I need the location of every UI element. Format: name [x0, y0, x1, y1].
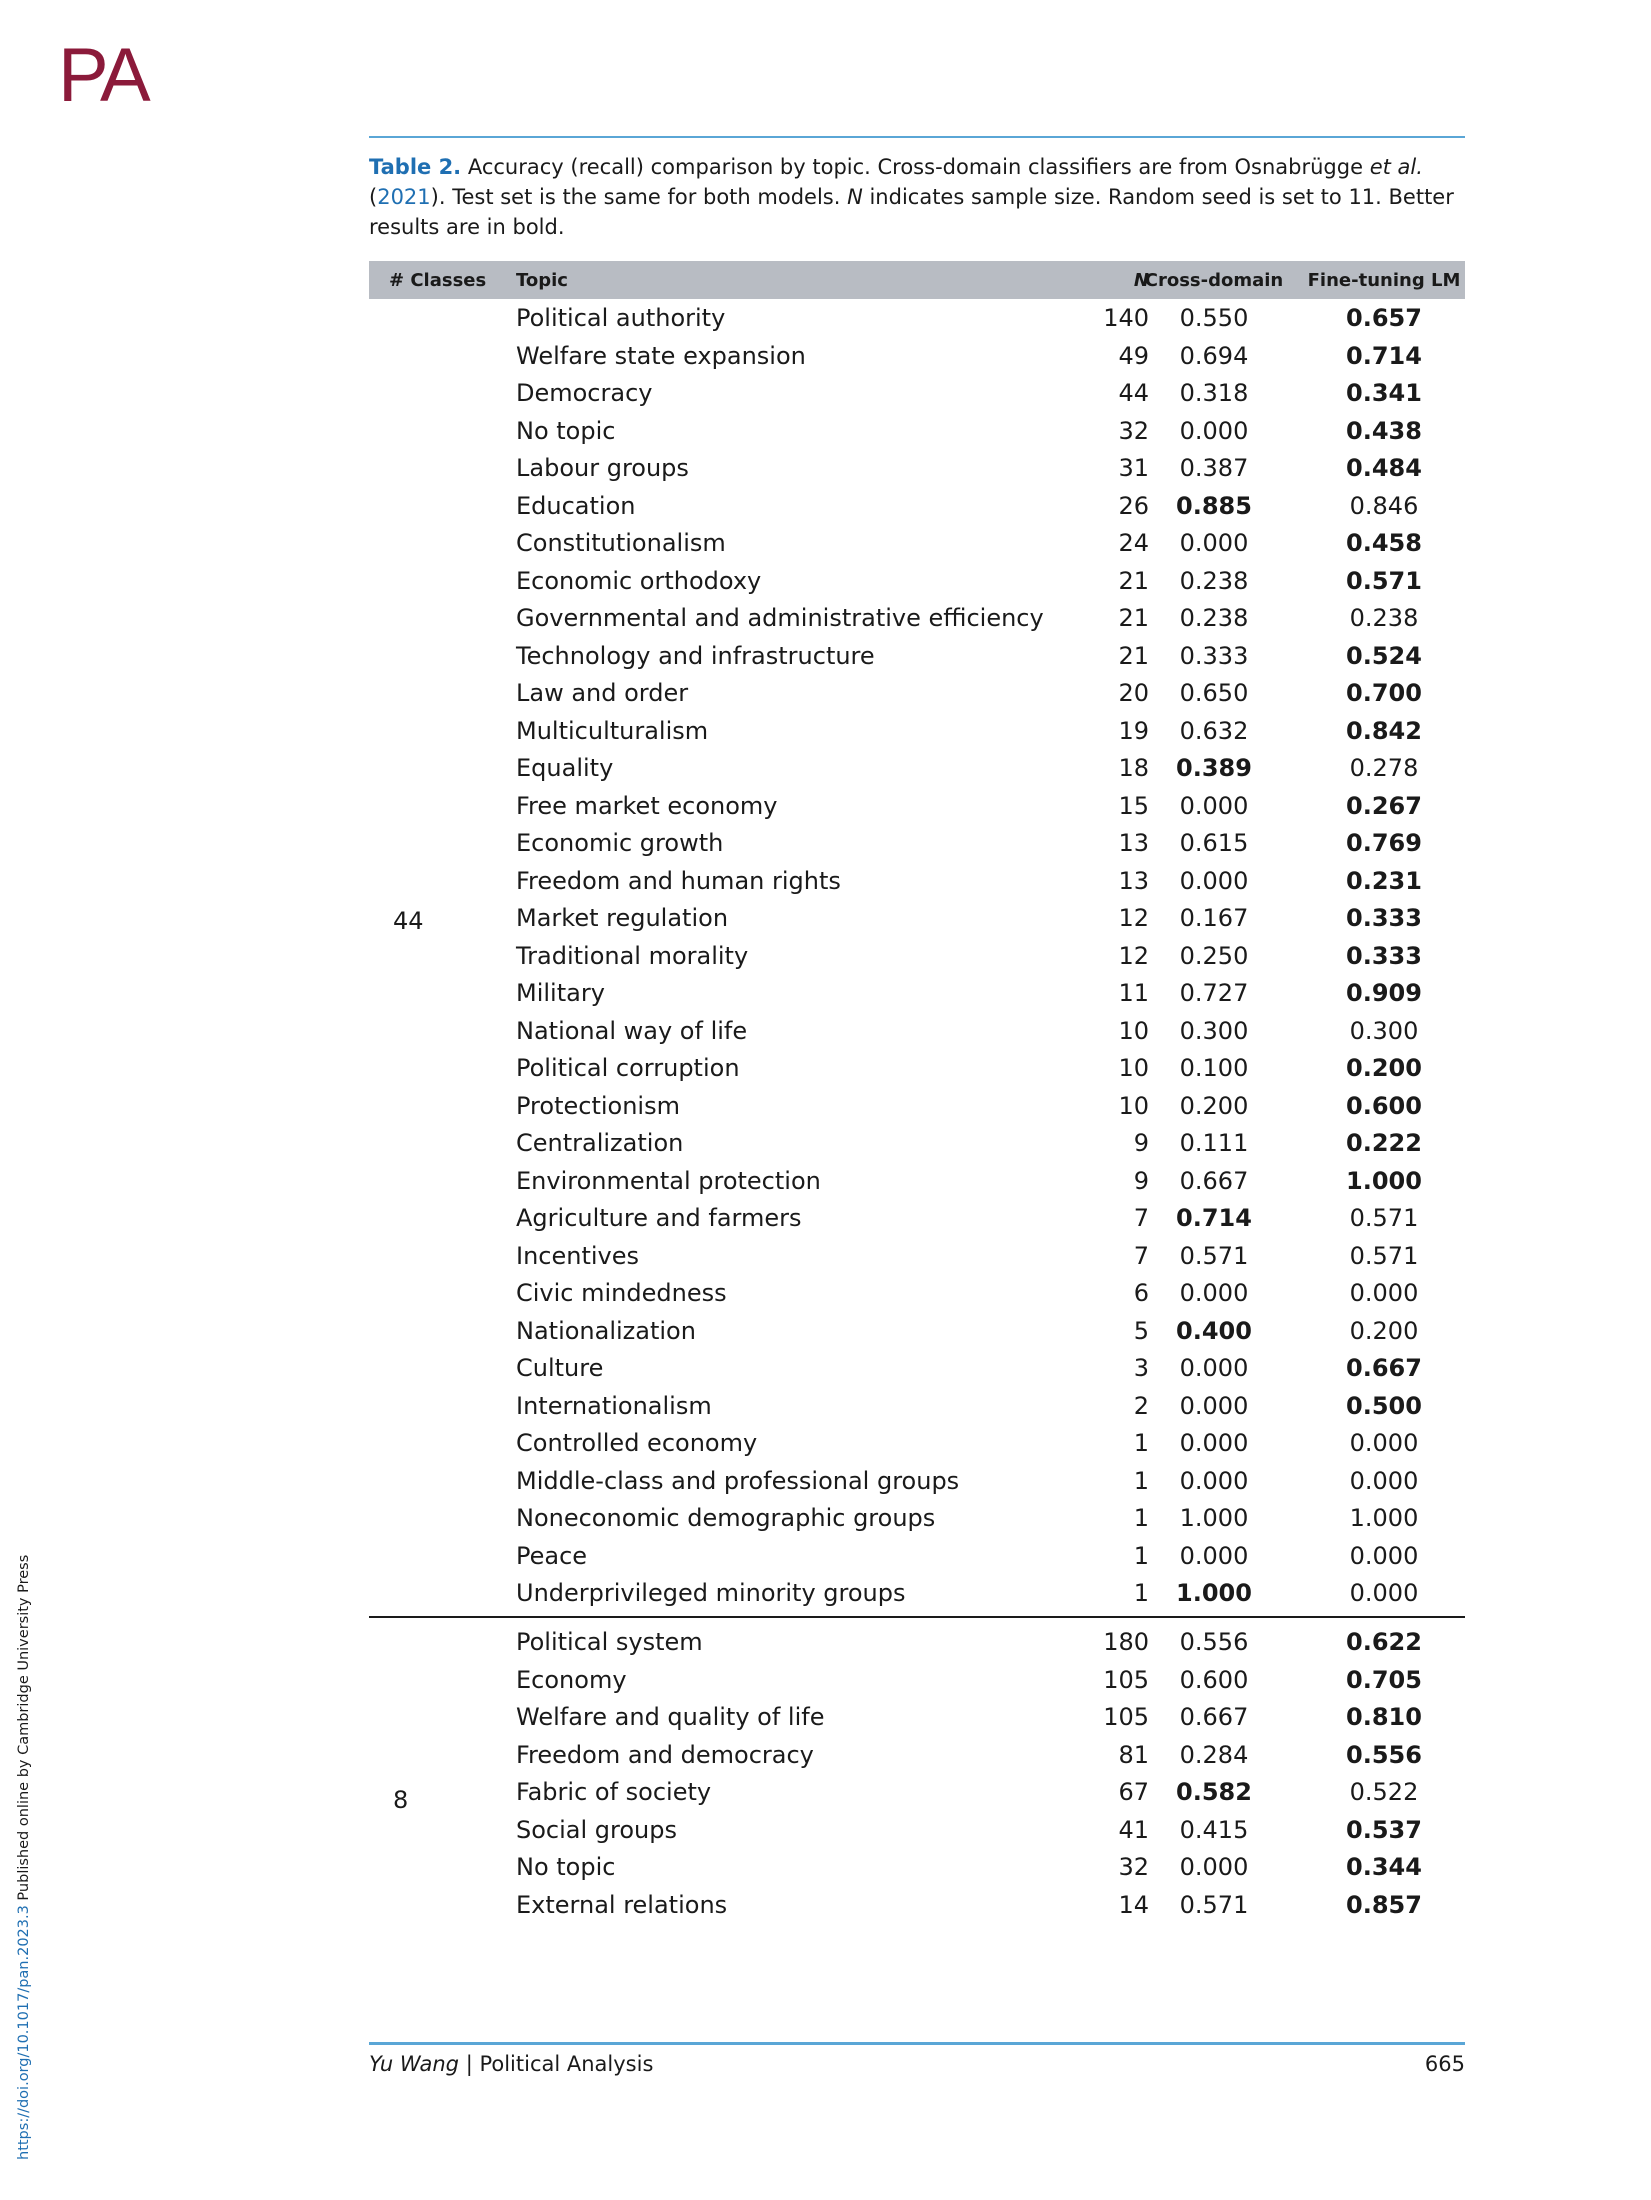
table-row: [369, 1089, 1465, 1126]
cross-domain-cell: 0.318: [1179, 379, 1249, 407]
topic-cell: Democracy: [516, 379, 653, 407]
topic-cell: External relations: [516, 1890, 728, 1919]
cross-domain-cell: 0.000: [1179, 1541, 1249, 1570]
n-cell: 12: [1118, 904, 1149, 932]
cross-domain-cell: 0.727: [1179, 979, 1249, 1007]
n-cell: 21: [1118, 604, 1149, 632]
table-row: [369, 1389, 1465, 1426]
fine-tuning-cell: 0.484: [1346, 454, 1422, 482]
table-row: [369, 714, 1465, 751]
fine-tuning-cell: 0.705: [1346, 1665, 1422, 1694]
cross-domain-cell: 0.000: [1179, 1354, 1249, 1382]
n-cell: 41: [1118, 1815, 1149, 1844]
caption-text: Accuracy (recall) comparison by topic. Cross-domain classifiers are from Osnabrügge: [461, 155, 1370, 179]
topic-cell: Social groups: [516, 1815, 677, 1844]
fine-tuning-cell: 0.909: [1346, 979, 1422, 1007]
fine-tuning-cell: 0.231: [1346, 866, 1422, 895]
n-cell: 180: [1103, 1628, 1149, 1656]
fine-tuning-cell: 0.537: [1346, 1815, 1422, 1844]
n-cell: 10: [1118, 1016, 1149, 1045]
topic-cell: Political corruption: [516, 1054, 740, 1082]
topic-cell: Agriculture and farmers: [516, 1204, 802, 1232]
n-cell: 7: [1133, 1204, 1149, 1232]
fine-tuning-cell: 0.667: [1346, 1354, 1422, 1382]
fine-tuning-cell: 0.458: [1346, 529, 1422, 557]
n-cell: 12: [1118, 941, 1149, 970]
n-cell: 105: [1103, 1703, 1149, 1731]
footer-journal: Political Analysis: [479, 2052, 654, 2076]
fine-tuning-cell: 0.438: [1346, 416, 1422, 445]
table-row: [369, 489, 1465, 526]
n-cell: 14: [1118, 1890, 1149, 1919]
topic-cell: Fabric of society: [516, 1778, 712, 1806]
caption-text: (: [369, 185, 378, 209]
topic-cell: Protectionism: [516, 1091, 680, 1120]
cross-domain-cell: 0.167: [1179, 904, 1249, 932]
fine-tuning-cell: 0.000: [1349, 1429, 1419, 1457]
topic-cell: No topic: [516, 416, 616, 445]
header-fine-tuning: Fine-tuning LM: [1307, 270, 1461, 291]
cross-domain-cell: 0.415: [1179, 1815, 1249, 1844]
caption-etal: et al.: [1369, 155, 1423, 179]
table-row: [369, 826, 1465, 863]
topic-cell: Education: [516, 491, 636, 520]
table-row: [369, 639, 1465, 676]
n-cell: 81: [1118, 1740, 1149, 1769]
topic-cell: Constitutionalism: [516, 529, 726, 557]
fine-tuning-cell: 0.524: [1346, 641, 1422, 670]
fine-tuning-cell: 0.556: [1346, 1740, 1422, 1769]
doi-side-note: [16, 1460, 32, 2160]
topic-cell: Incentives: [516, 1241, 640, 1270]
table-row: [369, 1625, 1465, 1662]
topic-cell: Environmental protection: [516, 1166, 821, 1195]
group-label-8: 8: [393, 1786, 409, 1814]
fine-tuning-cell: 0.333: [1346, 904, 1422, 932]
fine-tuning-cell: 0.714: [1346, 341, 1422, 370]
table-row: [369, 1014, 1465, 1051]
cross-domain-cell: 0.550: [1179, 304, 1249, 332]
n-cell: 24: [1118, 529, 1149, 557]
cross-domain-cell: 0.650: [1179, 679, 1249, 707]
table-row: [369, 864, 1465, 901]
n-cell: 49: [1118, 341, 1149, 370]
fine-tuning-cell: 0.238: [1349, 604, 1419, 632]
top-rule: [369, 136, 1465, 138]
topic-cell: National way of life: [516, 1016, 748, 1045]
topic-cell: Technology and infrastructure: [516, 641, 875, 670]
fine-tuning-cell: 0.810: [1346, 1703, 1422, 1731]
table-row: [369, 1888, 1465, 1925]
page-number: 665: [1424, 2052, 1465, 2076]
fine-tuning-cell: 0.622: [1346, 1628, 1422, 1656]
cross-domain-cell: 1.000: [1176, 1579, 1252, 1607]
table-row: [369, 301, 1465, 338]
n-cell: 32: [1118, 416, 1149, 445]
fine-tuning-cell: 0.571: [1346, 566, 1422, 595]
table-row: [369, 526, 1465, 563]
cross-domain-cell: 0.582: [1176, 1778, 1252, 1806]
caption-text: ). Test set is the same for both models.: [430, 185, 848, 209]
topic-cell: Centralization: [516, 1129, 684, 1157]
cross-domain-cell: 0.284: [1179, 1740, 1249, 1769]
table-row: [369, 1351, 1465, 1388]
citation-link[interactable]: 2021: [377, 185, 431, 209]
topic-cell: Political authority: [516, 304, 726, 332]
topic-cell: Free market economy: [516, 791, 778, 820]
cross-domain-cell: 0.200: [1179, 1091, 1249, 1120]
table-row: [369, 1501, 1465, 1538]
fine-tuning-cell: 0.571: [1349, 1204, 1419, 1232]
n-cell: 31: [1118, 454, 1149, 482]
fine-tuning-cell: 0.000: [1349, 1579, 1419, 1607]
n-cell: 44: [1118, 379, 1149, 407]
doi-link[interactable]: https://doi.org/10.1017/pan.2023.3: [16, 1905, 32, 2160]
table-row: [369, 451, 1465, 488]
topic-cell: Multiculturalism: [516, 716, 709, 745]
topic-cell: Civic mindedness: [516, 1279, 727, 1307]
cross-domain-cell: 0.389: [1176, 754, 1252, 782]
fine-tuning-cell: 1.000: [1346, 1166, 1422, 1195]
n-cell: 1: [1133, 1579, 1149, 1607]
table-row: [369, 1164, 1465, 1201]
table-row: [369, 1576, 1465, 1613]
n-cell: 7: [1133, 1241, 1149, 1270]
header-topic: Topic: [516, 270, 568, 291]
footer-separator: |: [459, 2052, 480, 2076]
n-cell: 21: [1118, 566, 1149, 595]
n-cell: 6: [1133, 1279, 1149, 1307]
table-row: [369, 676, 1465, 713]
topic-cell: Freedom and human rights: [516, 866, 841, 895]
cross-domain-cell: 0.000: [1179, 1466, 1249, 1495]
topic-cell: Freedom and democracy: [516, 1740, 814, 1769]
topic-cell: Internationalism: [516, 1391, 712, 1420]
cross-domain-cell: 0.000: [1179, 791, 1249, 820]
journal-logo: PA: [58, 33, 148, 118]
n-cell: 26: [1118, 491, 1149, 520]
table-row: [369, 1775, 1465, 1812]
fine-tuning-cell: 0.000: [1349, 1279, 1419, 1307]
table-row: [369, 751, 1465, 788]
n-cell: 21: [1118, 641, 1149, 670]
table-header: [369, 261, 1465, 299]
fine-tuning-cell: 0.522: [1349, 1778, 1419, 1806]
fine-tuning-cell: 0.769: [1346, 829, 1422, 857]
cross-domain-cell: 0.100: [1179, 1054, 1249, 1082]
group-label-44: 44: [393, 907, 424, 935]
footer-rule: [369, 2042, 1465, 2045]
cross-domain-cell: 0.000: [1179, 866, 1249, 895]
table-row: [369, 339, 1465, 376]
cross-domain-cell: 0.556: [1179, 1628, 1249, 1656]
cross-domain-cell: 0.000: [1179, 1279, 1249, 1307]
cross-domain-cell: 0.238: [1179, 566, 1249, 595]
table-row: [369, 1700, 1465, 1737]
cross-domain-cell: 0.000: [1179, 416, 1249, 445]
fine-tuning-cell: 0.222: [1346, 1129, 1422, 1157]
n-cell: 9: [1133, 1129, 1149, 1157]
topic-cell: Law and order: [516, 679, 689, 707]
n-cell: 2: [1133, 1391, 1149, 1420]
table-row: [369, 901, 1465, 938]
table-row: [369, 1051, 1465, 1088]
fine-tuning-cell: 0.000: [1349, 1466, 1419, 1495]
n-cell: 1: [1133, 1504, 1149, 1532]
topic-cell: Nationalization: [516, 1316, 696, 1345]
fine-tuning-cell: 0.200: [1346, 1054, 1422, 1082]
cross-domain-cell: 0.238: [1179, 604, 1249, 632]
header-n: N: [1133, 270, 1149, 291]
fine-tuning-cell: 0.333: [1346, 941, 1422, 970]
cross-domain-cell: 0.111: [1179, 1129, 1249, 1157]
group-divider: [369, 1616, 1465, 1618]
topic-cell: Underprivileged minority groups: [516, 1579, 906, 1607]
topic-cell: Traditional morality: [516, 941, 749, 970]
table-row: [369, 976, 1465, 1013]
table-row: [369, 1850, 1465, 1887]
topic-cell: Controlled economy: [516, 1429, 758, 1457]
table-row: [369, 1426, 1465, 1463]
table-label: Table 2.: [369, 155, 462, 179]
n-cell: 67: [1118, 1778, 1149, 1806]
n-cell: 32: [1118, 1853, 1149, 1881]
cross-domain-cell: 0.667: [1179, 1166, 1249, 1195]
topic-cell: Economic orthodoxy: [516, 566, 762, 595]
cross-domain-cell: 0.667: [1179, 1703, 1249, 1731]
cross-domain-cell: 1.000: [1179, 1504, 1249, 1532]
header-classes: # Classes: [389, 270, 487, 291]
topic-cell: Economy: [516, 1665, 627, 1694]
table-row: [369, 601, 1465, 638]
n-cell: 15: [1118, 791, 1149, 820]
topic-cell: Military: [516, 979, 605, 1007]
topic-cell: Economic growth: [516, 829, 724, 857]
fine-tuning-cell: 0.200: [1349, 1316, 1419, 1345]
n-cell: 13: [1118, 866, 1149, 895]
topic-cell: Culture: [516, 1354, 604, 1382]
table-row: [369, 564, 1465, 601]
cross-domain-cell: 0.333: [1179, 641, 1249, 670]
topic-cell: Welfare state expansion: [516, 341, 806, 370]
page-footer: [369, 2052, 1465, 2076]
fine-tuning-cell: 0.341: [1346, 379, 1422, 407]
cross-domain-cell: 0.000: [1179, 1391, 1249, 1420]
table-row: [369, 1813, 1465, 1850]
n-cell: 13: [1118, 829, 1149, 857]
fine-tuning-cell: 0.278: [1349, 754, 1419, 782]
table-row: [369, 1314, 1465, 1351]
n-cell: 140: [1103, 304, 1149, 332]
cross-domain-cell: 0.885: [1176, 491, 1252, 520]
n-cell: 18: [1118, 754, 1149, 782]
table-row: [369, 1201, 1465, 1238]
table-row: [369, 414, 1465, 451]
table-row: [369, 1239, 1465, 1276]
n-cell: 11: [1118, 979, 1149, 1007]
topic-cell: No topic: [516, 1853, 616, 1881]
fine-tuning-cell: 0.600: [1346, 1091, 1422, 1120]
fine-tuning-cell: 0.267: [1346, 791, 1422, 820]
topic-cell: Welfare and quality of life: [516, 1703, 825, 1731]
table-row: [369, 376, 1465, 413]
cross-domain-cell: 0.694: [1179, 341, 1249, 370]
fine-tuning-cell: 0.657: [1346, 304, 1422, 332]
n-cell: 10: [1118, 1091, 1149, 1120]
table-row: [369, 1663, 1465, 1700]
topic-cell: Political system: [516, 1628, 703, 1656]
fine-tuning-cell: 0.300: [1349, 1016, 1419, 1045]
n-cell: 19: [1118, 716, 1149, 745]
cross-domain-cell: 0.615: [1179, 829, 1249, 857]
cross-domain-cell: 0.000: [1179, 1853, 1249, 1881]
cross-domain-cell: 0.000: [1179, 1429, 1249, 1457]
cross-domain-cell: 0.571: [1179, 1890, 1249, 1919]
table-row: [369, 1126, 1465, 1163]
caption-n: N: [847, 185, 863, 209]
fine-tuning-cell: 0.842: [1346, 716, 1422, 745]
fine-tuning-cell: 0.500: [1346, 1391, 1422, 1420]
footer-author: Yu Wang: [369, 2052, 460, 2076]
n-cell: 10: [1118, 1054, 1149, 1082]
cross-domain-cell: 0.714: [1176, 1204, 1252, 1232]
n-cell: 9: [1133, 1166, 1149, 1195]
fine-tuning-cell: 0.571: [1349, 1241, 1419, 1270]
cross-domain-cell: 0.250: [1179, 941, 1249, 970]
n-cell: 3: [1133, 1354, 1149, 1382]
cross-domain-cell: 0.571: [1179, 1241, 1249, 1270]
cross-domain-cell: 0.400: [1176, 1316, 1252, 1345]
fine-tuning-cell: 0.344: [1346, 1853, 1422, 1881]
table-row: [369, 1539, 1465, 1576]
topic-cell: Governmental and administrative efficiency: [516, 604, 1044, 632]
n-cell: 1: [1133, 1429, 1149, 1457]
fine-tuning-cell: 0.846: [1349, 491, 1419, 520]
topic-cell: Market regulation: [516, 904, 729, 932]
fine-tuning-cell: 0.857: [1346, 1890, 1422, 1919]
n-cell: 20: [1118, 679, 1149, 707]
table-row: [369, 1464, 1465, 1501]
table-row: [369, 1276, 1465, 1313]
n-cell: 5: [1133, 1316, 1149, 1345]
table-row: [369, 789, 1465, 826]
fine-tuning-cell: 1.000: [1349, 1504, 1419, 1532]
table-row: [369, 939, 1465, 976]
n-cell: 105: [1103, 1665, 1149, 1694]
n-cell: 1: [1133, 1466, 1149, 1495]
topic-cell: Labour groups: [516, 454, 689, 482]
topic-cell: Equality: [516, 754, 614, 782]
publisher-note: Published online by Cambridge University Press: [16, 1554, 32, 1906]
n-cell: 1: [1133, 1541, 1149, 1570]
caption-text: indicates sample size. Random seed is set to 11. Better results are in bold.: [369, 185, 1454, 239]
fine-tuning-cell: 0.000: [1349, 1541, 1419, 1570]
topic-cell: Middle-class and professional groups: [516, 1466, 960, 1495]
cross-domain-cell: 0.387: [1179, 454, 1249, 482]
cross-domain-cell: 0.000: [1179, 529, 1249, 557]
cross-domain-cell: 0.300: [1179, 1016, 1249, 1045]
fine-tuning-cell: 0.700: [1346, 679, 1422, 707]
cross-domain-cell: 0.600: [1179, 1665, 1249, 1694]
topic-cell: Noneconomic demographic groups: [516, 1504, 936, 1532]
table-row: [369, 1738, 1465, 1775]
table-caption: [369, 152, 1469, 242]
topic-cell: Peace: [516, 1541, 588, 1570]
cross-domain-cell: 0.632: [1179, 716, 1249, 745]
header-cross-domain: Cross-domain: [1144, 270, 1284, 291]
